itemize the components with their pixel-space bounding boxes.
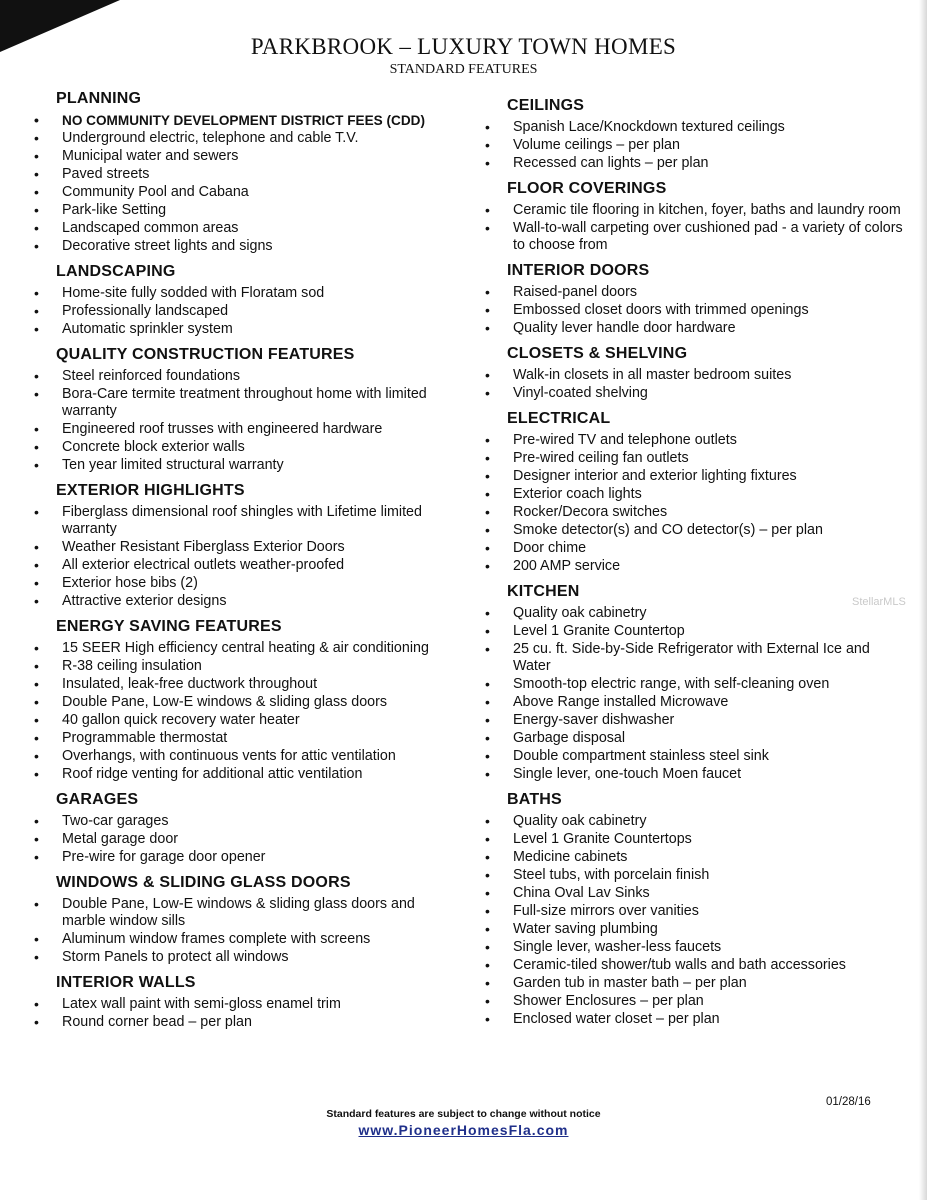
feature-list <box>483 284 903 337</box>
feature-item: • Ten year limited structural warranty <box>32 457 452 474</box>
feature-item: • 25 cu. ft. Side-by-Side Refrigerator with External Ice and Water <box>483 641 903 675</box>
section-garages <box>32 791 452 866</box>
feature-item: • Rocker/Decora switches <box>483 504 903 521</box>
feature-item: • Above Range installed Microwave <box>483 694 903 711</box>
feature-item: • Energy-saver dishwasher <box>483 712 903 729</box>
website-link[interactable]: www.PioneerHomesFla.com <box>358 1122 569 1138</box>
feature-item: • Smoke detector(s) and CO detector(s) – per plan <box>483 522 903 539</box>
feature-item: • 200 AMP service <box>483 558 903 575</box>
section-windows-and-sliding-glass-doors <box>32 874 452 966</box>
feature-item: • Home-site fully sodded with Floratam sod <box>32 285 452 302</box>
section-heading: BATHS <box>507 791 562 808</box>
feature-item: • Spanish Lace/Knockdown textured ceilings <box>483 119 903 136</box>
feature-item: • Exterior hose bibs (2) <box>32 575 452 592</box>
section-heading: INTERIOR DOORS <box>507 262 650 279</box>
feature-item: • Fiberglass dimensional roof shingles with Lifetime limited warranty <box>32 504 452 538</box>
section-heading: INTERIOR WALLS <box>56 974 196 991</box>
feature-item: • Raised-panel doors <box>483 284 903 301</box>
feature-item: • Double Pane, Low-E windows & sliding glass doors <box>32 694 452 711</box>
feature-item: • Smooth-top electric range, with self-cleaning oven <box>483 676 903 693</box>
feature-item: • Garbage disposal <box>483 730 903 747</box>
feature-item: • Shower Enclosures – per plan <box>483 993 903 1010</box>
section-heading: PLANNING <box>56 90 142 107</box>
feature-item: • Steel tubs, with porcelain finish <box>483 867 903 884</box>
scan-edge-shadow <box>919 0 927 1200</box>
feature-item: • Programmable thermostat <box>32 730 452 747</box>
feature-item: • Aluminum window frames complete with screens <box>32 931 452 948</box>
feature-list <box>32 368 452 474</box>
feature-item: • Designer interior and exterior lighting fixtures <box>483 468 903 485</box>
feature-item: • All exterior electrical outlets weather-proofed <box>32 557 452 574</box>
feature-item: • Water saving plumbing <box>483 921 903 938</box>
feature-list <box>483 813 903 1028</box>
section-heading: GARAGES <box>56 791 139 808</box>
section-interior-walls <box>32 974 452 1031</box>
feature-item: • Attractive exterior designs <box>32 593 452 610</box>
feature-list <box>483 367 903 402</box>
feature-item: • Recessed can lights – per plan <box>483 155 903 172</box>
feature-item: • Pre-wire for garage door opener <box>32 849 452 866</box>
feature-item: • Quality oak cabinetry <box>483 813 903 830</box>
section-interior-doors <box>483 262 903 337</box>
section-heading: ELECTRICAL <box>507 410 611 427</box>
feature-item: • Double Pane, Low-E windows & sliding glass doors and marble window sills <box>32 896 452 930</box>
section-heading: WINDOWS & SLIDING GLASS DOORS <box>56 874 351 891</box>
feature-list <box>32 996 452 1031</box>
feature-item: • Automatic sprinkler system <box>32 321 452 338</box>
feature-item: • Pre-wired TV and telephone outlets <box>483 432 903 449</box>
feature-list <box>483 605 903 783</box>
feature-item: • Roof ridge venting for additional attic ventilation <box>32 766 452 783</box>
feature-item: • Level 1 Granite Countertops <box>483 831 903 848</box>
feature-item: • Overhangs, with continuous vents for attic ventilation <box>32 748 452 765</box>
feature-item: • Exterior coach lights <box>483 486 903 503</box>
feature-item: • Enclosed water closet – per plan <box>483 1011 903 1028</box>
section-heading: KITCHEN <box>507 583 580 600</box>
feature-list <box>32 896 452 966</box>
feature-item: • Professionally landscaped <box>32 303 452 320</box>
feature-list <box>32 813 452 866</box>
feature-item: • Engineered roof trusses with engineered hardware <box>32 421 452 438</box>
feature-list <box>32 285 452 338</box>
feature-item: • Underground electric, telephone and cable T.V. <box>32 130 452 147</box>
section-heading: CEILINGS <box>507 97 585 114</box>
feature-item: • Park-like Setting <box>32 202 452 219</box>
feature-item: • 40 gallon quick recovery water heater <box>32 712 452 729</box>
feature-item: • Insulated, leak-free ductwork throughout <box>32 676 452 693</box>
feature-item: • Ceramic tile flooring in kitchen, foyer, baths and laundry room <box>483 202 903 219</box>
feature-item: • Quality oak cabinetry <box>483 605 903 622</box>
section-kitchen <box>483 583 903 783</box>
feature-item: • R-38 ceiling insulation <box>32 658 452 675</box>
section-electrical <box>483 410 903 575</box>
feature-item: • Walk-in closets in all master bedroom suites <box>483 367 903 384</box>
feature-item: • Concrete block exterior walls <box>32 439 452 456</box>
section-floor-coverings <box>483 180 903 254</box>
feature-item: • Latex wall paint with semi-gloss enamel trim <box>32 996 452 1013</box>
feature-item: • Garden tub in master bath – per plan <box>483 975 903 992</box>
section-exterior-highlights <box>32 482 452 610</box>
feature-list <box>32 504 452 610</box>
right-column <box>483 97 903 1036</box>
feature-item: • Embossed closet doors with trimmed openings <box>483 302 903 319</box>
feature-item: • Double compartment stainless steel sink <box>483 748 903 765</box>
feature-item: • Single lever, one-touch Moen faucet <box>483 766 903 783</box>
feature-list <box>32 640 452 783</box>
document-subtitle: STANDARD FEATURES <box>389 62 538 77</box>
revision-date: 01/28/16 <box>826 1096 871 1108</box>
document-title: PARKBROOK – LUXURY TOWN HOMES <box>250 34 677 59</box>
feature-item: • Storm Panels to protect all windows <box>32 949 452 966</box>
feature-item: • Full-size mirrors over vanities <box>483 903 903 920</box>
section-ceilings <box>483 97 903 172</box>
section-baths <box>483 791 903 1028</box>
feature-item: • Volume ceilings – per plan <box>483 137 903 154</box>
feature-item: • China Oval Lav Sinks <box>483 885 903 902</box>
mls-watermark: StellarMLS <box>852 596 906 608</box>
disclaimer-note: Standard features are subject to change without notice <box>326 1108 601 1120</box>
feature-list <box>32 112 452 255</box>
section-heading: QUALITY CONSTRUCTION FEATURES <box>56 346 355 363</box>
section-heading: FLOOR COVERINGS <box>507 180 667 197</box>
feature-item: • Vinyl-coated shelving <box>483 385 903 402</box>
section-closets-and-shelving <box>483 345 903 402</box>
feature-item: • Steel reinforced foundations <box>32 368 452 385</box>
section-landscaping <box>32 263 452 338</box>
feature-item: • Bora-Care termite treatment throughout home with limited warranty <box>32 386 452 420</box>
feature-item: • Medicine cabinets <box>483 849 903 866</box>
feature-item: • Two-car garages <box>32 813 452 830</box>
feature-item: • Paved streets <box>32 166 452 183</box>
section-planning <box>32 90 452 255</box>
feature-item: • Landscaped common areas <box>32 220 452 237</box>
feature-item: • 15 SEER High efficiency central heating & air conditioning <box>32 640 452 657</box>
feature-item: • Level 1 Granite Countertop <box>483 623 903 640</box>
section-heading: ENERGY SAVING FEATURES <box>56 618 282 635</box>
feature-item: • Metal garage door <box>32 831 452 848</box>
left-column <box>32 90 452 1039</box>
section-heading: LANDSCAPING <box>56 263 176 280</box>
feature-item: • Single lever, washer-less faucets <box>483 939 903 956</box>
feature-item: • Municipal water and sewers <box>32 148 452 165</box>
feature-item: • Round corner bead – per plan <box>32 1014 452 1031</box>
feature-list <box>483 432 903 575</box>
feature-item: • Quality lever handle door hardware <box>483 320 903 337</box>
feature-item: • Weather Resistant Fiberglass Exterior Doors <box>32 539 452 556</box>
section-energy-saving-features <box>32 618 452 783</box>
feature-item: • Door chime <box>483 540 903 557</box>
section-heading: CLOSETS & SHELVING <box>507 345 688 362</box>
section-heading: EXTERIOR HIGHLIGHTS <box>56 482 245 499</box>
feature-item: • Decorative street lights and signs <box>32 238 452 255</box>
feature-list <box>483 202 903 254</box>
feature-item: • Wall-to-wall carpeting over cushioned pad - a variety of colors to choose from <box>483 220 903 254</box>
feature-item: • Pre-wired ceiling fan outlets <box>483 450 903 467</box>
feature-item: • Ceramic-tiled shower/tub walls and bath accessories <box>483 957 903 974</box>
section-quality-construction-features <box>32 346 452 474</box>
feature-item: • NO COMMUNITY DEVELOPMENT DISTRICT FEES (CDD) <box>32 112 452 129</box>
feature-item: • Community Pool and Cabana <box>32 184 452 201</box>
feature-list <box>483 119 903 172</box>
